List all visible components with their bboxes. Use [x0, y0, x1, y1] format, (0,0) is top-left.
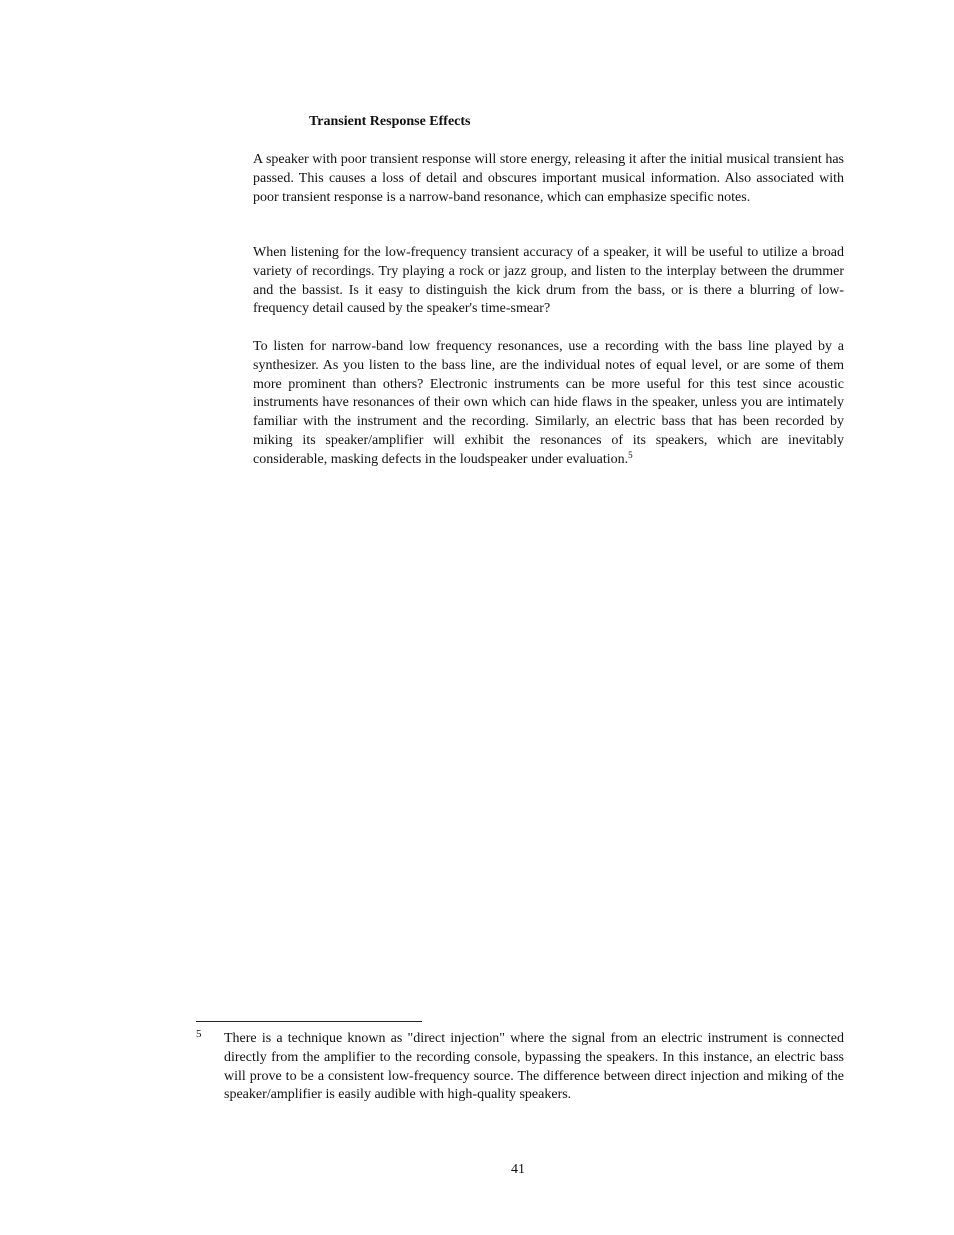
section-heading: Transient Response Effects — [309, 114, 471, 129]
body-paragraph-3 — [253, 338, 844, 470]
footnote-text: There is a technique known as "direct injection" where the signal from an electric instrument is connected directly from the amplifier to the recording console, bypassing the speakers. In this instance, an electric bass will prove to be a consistent low-frequency source. The difference between direct injection and miking of the speaker/amplifier is easily audible with high-quality speakers. — [224, 1031, 844, 1103]
footnote-divider — [196, 1021, 422, 1022]
page-number: 41 — [511, 1162, 525, 1177]
paragraph-text: A speaker with poor transient response will store energy, releasing it after the initial musical transient has passed. This causes a loss of detail and obscures important musical information. Also associated with poor transient response is a narrow-band resonance, which can emphasize specific notes. — [253, 152, 844, 205]
footnote-reference: 5 — [628, 449, 633, 460]
body-paragraph-2 — [253, 244, 844, 319]
footnote-number: 5 — [196, 1028, 202, 1040]
paragraph-text: When listening for the low-frequency transient accuracy of a speaker, it will be useful to utilize a broad variety of recordings. Try playing a rock or jazz group, and listen to the interplay between the drummer and the bassist. Is it easy to distinguish the kick drum from the bass, or is there a blurring of low-frequency detail caused by the speaker's time-smear? — [253, 245, 844, 317]
paragraph-text: To listen for narrow-band low frequency resonances, use a recording with the bass line played by a synthesizer. As you listen to the bass line, are the individual notes of equal level, or are some of them more prominent than others? Electronic instruments can be more useful for this test since acoustic instruments have resonances of their own which can hide flaws in the speaker, unless you are intimately familiar with the instrument and the recording. Similarly, an electric bass that has been recorded by miking its speaker/amplifier will exhibit the resonances of its speakers, which are inevitably considerable, masking defects in the loudspeaker under evaluation. — [253, 339, 844, 467]
body-paragraph-1 — [253, 151, 844, 207]
